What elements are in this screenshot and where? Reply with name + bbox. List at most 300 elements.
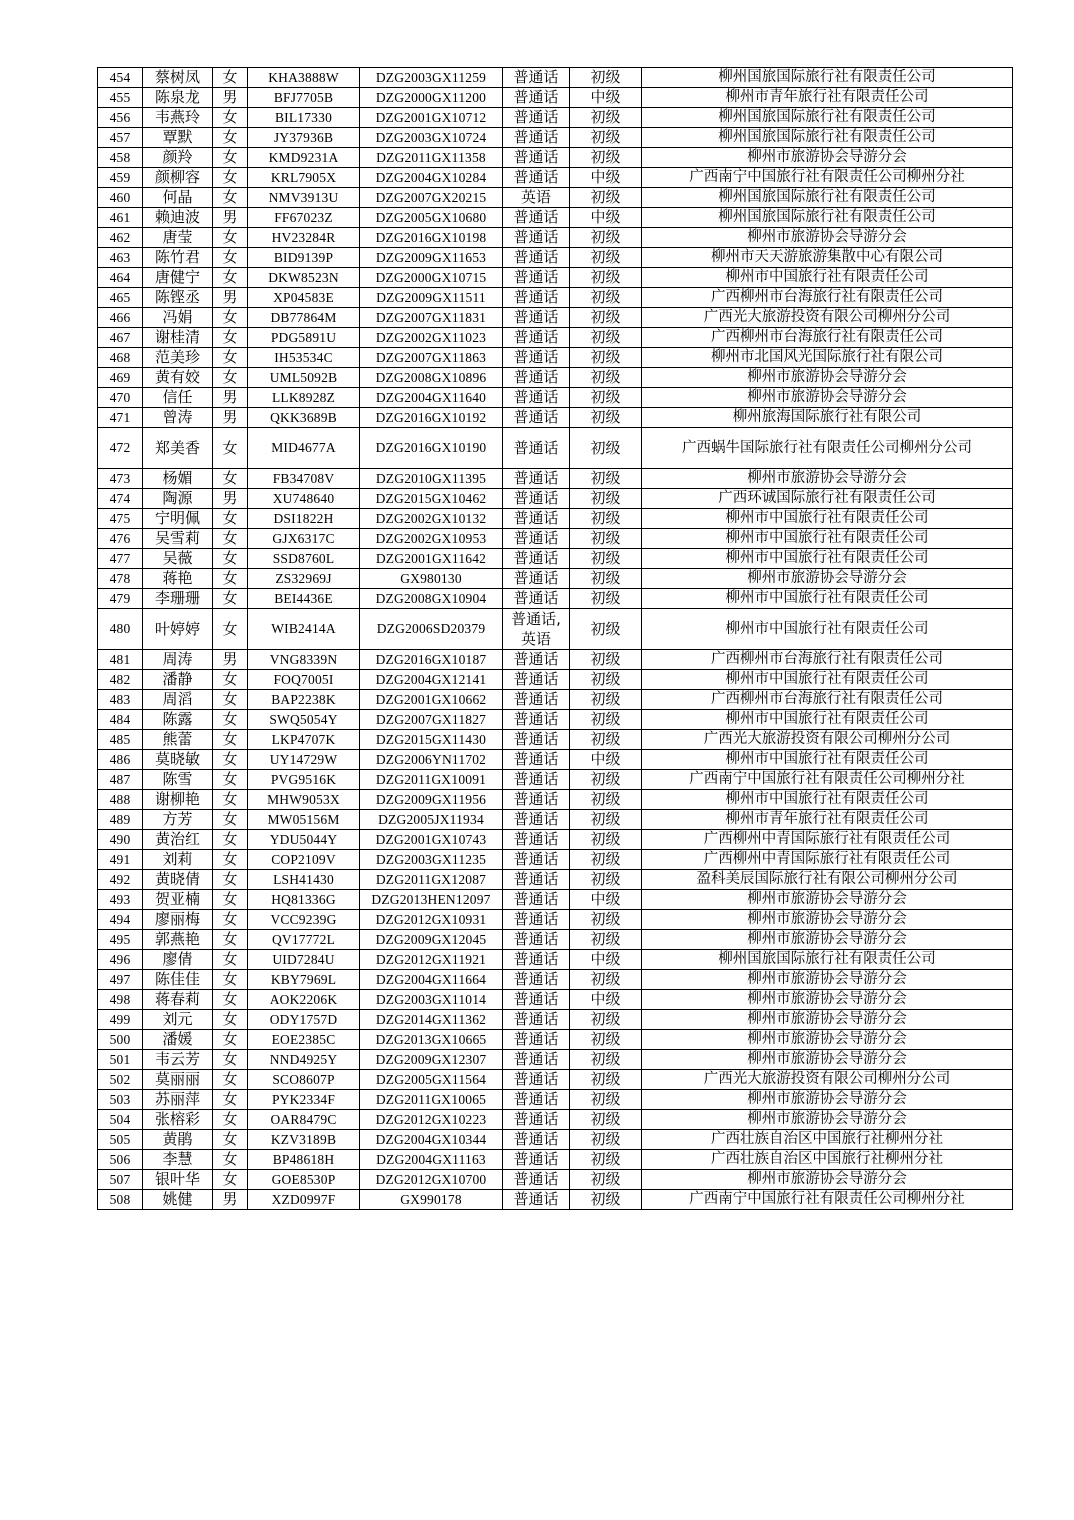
guide-level-cell: 中级 <box>570 88 642 108</box>
guide-name-cell: 颜羚 <box>143 148 213 168</box>
row-number-cell: 479 <box>98 589 143 609</box>
row-number-cell: 467 <box>98 328 143 348</box>
id-code-cell: FOQ7005I <box>248 670 360 690</box>
agency-name-cell: 柳州国旅国际旅行社有限责任公司 <box>642 68 1013 88</box>
certificate-number-cell: DZG2005GX10680 <box>360 208 503 228</box>
row-number-cell: 476 <box>98 529 143 549</box>
certificate-number-cell: DZG2002GX10132 <box>360 509 503 529</box>
guide-name-cell: 银叶华 <box>143 1170 213 1190</box>
guide-name-cell: 刘元 <box>143 1010 213 1030</box>
row-number-cell: 498 <box>98 990 143 1010</box>
table-row <box>98 1170 1013 1190</box>
language-cell: 普通话 <box>503 970 570 990</box>
certificate-number-cell: DZG2001GX10662 <box>360 690 503 710</box>
gender-cell: 女 <box>213 428 248 469</box>
guide-name-cell: 李珊珊 <box>143 589 213 609</box>
gender-cell: 男 <box>213 650 248 670</box>
table-row <box>98 128 1013 148</box>
table-row <box>98 68 1013 88</box>
certificate-number-cell: DZG2016GX10187 <box>360 650 503 670</box>
row-number-cell: 503 <box>98 1090 143 1110</box>
id-code-cell: DB77864M <box>248 308 360 328</box>
row-number-cell: 492 <box>98 870 143 890</box>
guide-level-cell: 初级 <box>570 529 642 549</box>
certificate-number-cell: DZG2009GX11653 <box>360 248 503 268</box>
guide-name-cell: 陈露 <box>143 710 213 730</box>
certificate-number-cell: DZG2006SD20379 <box>360 609 503 650</box>
row-number-cell: 480 <box>98 609 143 650</box>
row-number-cell: 465 <box>98 288 143 308</box>
table-row <box>98 1190 1013 1210</box>
language-cell: 普通话 <box>503 1190 570 1210</box>
agency-name-cell: 柳州市旅游协会导游分会 <box>642 970 1013 990</box>
agency-name-cell: 柳州市旅游协会导游分会 <box>642 930 1013 950</box>
agency-name-cell: 柳州国旅国际旅行社有限责任公司 <box>642 188 1013 208</box>
agency-name-cell: 柳州市旅游协会导游分会 <box>642 228 1013 248</box>
guide-level-cell: 初级 <box>570 810 642 830</box>
table-row <box>98 188 1013 208</box>
gender-cell: 男 <box>213 208 248 228</box>
id-code-cell: GOE8530P <box>248 1170 360 1190</box>
table-row <box>98 248 1013 268</box>
row-number-cell: 493 <box>98 890 143 910</box>
row-number-cell: 464 <box>98 268 143 288</box>
gender-cell: 女 <box>213 529 248 549</box>
agency-name-cell: 广西柳州市台海旅行社有限责任公司 <box>642 328 1013 348</box>
table-row <box>98 1110 1013 1130</box>
table-row <box>98 288 1013 308</box>
id-code-cell: IH53534C <box>248 348 360 368</box>
guide-level-cell: 初级 <box>570 469 642 489</box>
id-code-cell: FB34708V <box>248 469 360 489</box>
row-number-cell: 475 <box>98 509 143 529</box>
gender-cell: 女 <box>213 910 248 930</box>
row-number-cell: 499 <box>98 1010 143 1030</box>
id-code-cell: BEI4436E <box>248 589 360 609</box>
agency-name-cell: 广西南宁中国旅行社有限责任公司柳州分社 <box>642 770 1013 790</box>
language-cell: 普通话 <box>503 750 570 770</box>
row-number-cell: 482 <box>98 670 143 690</box>
id-code-cell: PVG9516K <box>248 770 360 790</box>
id-code-cell: BP48618H <box>248 1150 360 1170</box>
language-cell: 普通话 <box>503 368 570 388</box>
guide-level-cell: 初级 <box>570 930 642 950</box>
guide-level-cell: 初级 <box>570 1150 642 1170</box>
id-code-cell: OAR8479C <box>248 1110 360 1130</box>
guide-level-cell: 初级 <box>570 1070 642 1090</box>
gender-cell: 女 <box>213 168 248 188</box>
language-cell: 普通话 <box>503 469 570 489</box>
table-row <box>98 228 1013 248</box>
guide-level-cell: 初级 <box>570 1130 642 1150</box>
language-cell: 普通话 <box>503 930 570 950</box>
table-row <box>98 328 1013 348</box>
guide-level-cell: 初级 <box>570 388 642 408</box>
guide-level-cell: 初级 <box>570 288 642 308</box>
row-number-cell: 491 <box>98 850 143 870</box>
id-code-cell: BAP2238K <box>248 690 360 710</box>
guide-level-cell: 初级 <box>570 850 642 870</box>
language-cell: 普通话 <box>503 428 570 469</box>
guide-name-cell: 李慧 <box>143 1150 213 1170</box>
row-number-cell: 468 <box>98 348 143 368</box>
table-row <box>98 569 1013 589</box>
language-cell: 普通话 <box>503 1130 570 1150</box>
id-code-cell: SWQ5054Y <box>248 710 360 730</box>
agency-name-cell: 柳州市青年旅行社有限责任公司 <box>642 810 1013 830</box>
certificate-number-cell: DZG2013HEN12097 <box>360 890 503 910</box>
table-row <box>98 509 1013 529</box>
agency-name-cell: 柳州市中国旅行社有限责任公司 <box>642 790 1013 810</box>
language-cell: 普通话, 英语 <box>503 609 570 650</box>
guide-name-cell: 韦燕玲 <box>143 108 213 128</box>
row-number-cell: 500 <box>98 1030 143 1050</box>
table-row <box>98 890 1013 910</box>
agency-name-cell: 柳州市旅游协会导游分会 <box>642 368 1013 388</box>
id-code-cell: DSI1822H <box>248 509 360 529</box>
agency-name-cell: 柳州国旅国际旅行社有限责任公司 <box>642 128 1013 148</box>
language-cell: 普通话 <box>503 108 570 128</box>
certificate-number-cell: DZG2007GX20215 <box>360 188 503 208</box>
language-cell: 普通话 <box>503 208 570 228</box>
table-row <box>98 388 1013 408</box>
guide-name-cell: 蒋春莉 <box>143 990 213 1010</box>
row-number-cell: 501 <box>98 1050 143 1070</box>
language-cell: 普通话 <box>503 1150 570 1170</box>
language-cell: 英语 <box>503 188 570 208</box>
table-row <box>98 408 1013 428</box>
gender-cell: 女 <box>213 549 248 569</box>
certificate-number-cell: DZG2004GX10284 <box>360 168 503 188</box>
certificate-number-cell: DZG2007GX11831 <box>360 308 503 328</box>
id-code-cell: QKK3689B <box>248 408 360 428</box>
table-row <box>98 1010 1013 1030</box>
table-row <box>98 990 1013 1010</box>
gender-cell: 女 <box>213 670 248 690</box>
language-cell: 普通话 <box>503 990 570 1010</box>
table-row <box>98 650 1013 670</box>
certificate-number-cell: DZG2010GX11395 <box>360 469 503 489</box>
guide-level-cell: 中级 <box>570 890 642 910</box>
guide-level-cell: 初级 <box>570 328 642 348</box>
id-code-cell: PDG5891U <box>248 328 360 348</box>
language-cell: 普通话 <box>503 248 570 268</box>
guide-level-cell: 初级 <box>570 1090 642 1110</box>
agency-name-cell: 柳州市中国旅行社有限责任公司 <box>642 549 1013 569</box>
guide-level-cell: 初级 <box>570 1110 642 1130</box>
guide-name-cell: 覃默 <box>143 128 213 148</box>
guide-level-cell: 初级 <box>570 569 642 589</box>
gender-cell: 女 <box>213 970 248 990</box>
agency-name-cell: 柳州市中国旅行社有限责任公司 <box>642 509 1013 529</box>
gender-cell: 女 <box>213 108 248 128</box>
language-cell: 普通话 <box>503 328 570 348</box>
certificate-number-cell: DZG2004GX10344 <box>360 1130 503 1150</box>
agency-name-cell: 广西南宁中国旅行社有限责任公司柳州分社 <box>642 168 1013 188</box>
language-cell: 普通话 <box>503 88 570 108</box>
language-cell: 普通话 <box>503 68 570 88</box>
guide-name-cell: 叶婷婷 <box>143 609 213 650</box>
agency-name-cell: 柳州市旅游协会导游分会 <box>642 1110 1013 1130</box>
table-row <box>98 870 1013 890</box>
guide-level-cell: 初级 <box>570 308 642 328</box>
id-code-cell: QV17772L <box>248 930 360 950</box>
id-code-cell: EOE2385C <box>248 1030 360 1050</box>
id-code-cell: MHW9053X <box>248 790 360 810</box>
guide-name-cell: 宁明佩 <box>143 509 213 529</box>
certificate-number-cell: DZG2008GX10904 <box>360 589 503 609</box>
guide-level-cell: 初级 <box>570 368 642 388</box>
language-cell: 普通话 <box>503 388 570 408</box>
certificate-number-cell: DZG2009GX12045 <box>360 930 503 950</box>
guide-name-cell: 贺亚楠 <box>143 890 213 910</box>
row-number-cell: 508 <box>98 1190 143 1210</box>
agency-name-cell: 广西壮族自治区中国旅行社柳州分社 <box>642 1150 1013 1170</box>
guide-level-cell: 中级 <box>570 168 642 188</box>
gender-cell: 女 <box>213 509 248 529</box>
row-number-cell: 504 <box>98 1110 143 1130</box>
language-cell: 普通话 <box>503 549 570 569</box>
agency-name-cell: 广西柳州中青国际旅行社有限责任公司 <box>642 830 1013 850</box>
agency-name-cell: 柳州市旅游协会导游分会 <box>642 1090 1013 1110</box>
guide-level-cell: 初级 <box>570 870 642 890</box>
guide-level-cell: 初级 <box>570 790 642 810</box>
certificate-number-cell: DZG2011GX11358 <box>360 148 503 168</box>
language-cell: 普通话 <box>503 348 570 368</box>
language-cell: 普通话 <box>503 1070 570 1090</box>
agency-name-cell: 柳州国旅国际旅行社有限责任公司 <box>642 108 1013 128</box>
agency-name-cell: 柳州市中国旅行社有限责任公司 <box>642 589 1013 609</box>
agency-name-cell: 柳州市旅游协会导游分会 <box>642 910 1013 930</box>
language-cell: 普通话 <box>503 870 570 890</box>
language-cell: 普通话 <box>503 1050 570 1070</box>
guide-name-cell: 曾涛 <box>143 408 213 428</box>
row-number-cell: 469 <box>98 368 143 388</box>
agency-name-cell: 广西柳州市台海旅行社有限责任公司 <box>642 650 1013 670</box>
certificate-number-cell: DZG2011GX10091 <box>360 770 503 790</box>
gender-cell: 女 <box>213 1170 248 1190</box>
id-code-cell: UML5092B <box>248 368 360 388</box>
guide-level-cell: 初级 <box>570 228 642 248</box>
gender-cell: 女 <box>213 1010 248 1030</box>
gender-cell: 女 <box>213 1090 248 1110</box>
agency-name-cell: 柳州市旅游协会导游分会 <box>642 1010 1013 1030</box>
table-row <box>98 670 1013 690</box>
gender-cell: 女 <box>213 950 248 970</box>
table-row <box>98 549 1013 569</box>
certificate-number-cell: DZG2015GX11430 <box>360 730 503 750</box>
guide-level-cell: 中级 <box>570 990 642 1010</box>
guide-level-cell: 初级 <box>570 589 642 609</box>
guide-roster-table <box>97 67 1013 1210</box>
guide-level-cell: 初级 <box>570 650 642 670</box>
row-number-cell: 507 <box>98 1170 143 1190</box>
table-row <box>98 790 1013 810</box>
certificate-number-cell: DZG2003GX11259 <box>360 68 503 88</box>
guide-level-cell: 初级 <box>570 1010 642 1030</box>
id-code-cell: UY14729W <box>248 750 360 770</box>
certificate-number-cell: DZG2001GX11642 <box>360 549 503 569</box>
agency-name-cell: 柳州旅海国际旅行社有限公司 <box>642 408 1013 428</box>
gender-cell: 男 <box>213 1190 248 1210</box>
table-row <box>98 529 1013 549</box>
gender-cell: 女 <box>213 730 248 750</box>
gender-cell: 女 <box>213 1050 248 1070</box>
guide-name-cell: 潘静 <box>143 670 213 690</box>
language-cell: 普通话 <box>503 128 570 148</box>
language-cell: 普通话 <box>503 228 570 248</box>
gender-cell: 女 <box>213 790 248 810</box>
table-row <box>98 108 1013 128</box>
id-code-cell: BFJ7705B <box>248 88 360 108</box>
guide-name-cell: 范美珍 <box>143 348 213 368</box>
table-row <box>98 710 1013 730</box>
certificate-number-cell: GX980130 <box>360 569 503 589</box>
guide-name-cell: 郑美香 <box>143 428 213 469</box>
guide-level-cell: 初级 <box>570 730 642 750</box>
guide-name-cell: 杨媚 <box>143 469 213 489</box>
guide-level-cell: 初级 <box>570 1030 642 1050</box>
gender-cell: 男 <box>213 88 248 108</box>
language-cell: 普通话 <box>503 710 570 730</box>
gender-cell: 女 <box>213 348 248 368</box>
guide-name-cell: 潘媛 <box>143 1030 213 1050</box>
certificate-number-cell: DZG2014GX11362 <box>360 1010 503 1030</box>
language-cell: 普通话 <box>503 810 570 830</box>
id-code-cell: AOK2206K <box>248 990 360 1010</box>
gender-cell: 男 <box>213 489 248 509</box>
guide-level-cell: 中级 <box>570 750 642 770</box>
certificate-number-cell: DZG2016GX10198 <box>360 228 503 248</box>
row-number-cell: 463 <box>98 248 143 268</box>
table-row <box>98 1050 1013 1070</box>
id-code-cell: ZS32969J <box>248 569 360 589</box>
agency-name-cell: 广西柳州市台海旅行社有限责任公司 <box>642 288 1013 308</box>
id-code-cell: COP2109V <box>248 850 360 870</box>
gender-cell: 男 <box>213 388 248 408</box>
agency-name-cell: 柳州国旅国际旅行社有限责任公司 <box>642 950 1013 970</box>
id-code-cell: WIB2414A <box>248 609 360 650</box>
agency-name-cell: 广西蜗牛国际旅行社有限责任公司柳州分公司 <box>642 428 1013 469</box>
guide-name-cell: 颜柳容 <box>143 168 213 188</box>
gender-cell: 女 <box>213 68 248 88</box>
agency-name-cell: 广西柳州中青国际旅行社有限责任公司 <box>642 850 1013 870</box>
agency-name-cell: 广西南宁中国旅行社有限责任公司柳州分社 <box>642 1190 1013 1210</box>
table-row <box>98 810 1013 830</box>
guide-name-cell: 张榕彩 <box>143 1110 213 1130</box>
certificate-number-cell: GX990178 <box>360 1190 503 1210</box>
language-cell: 普通话 <box>503 1170 570 1190</box>
gender-cell: 女 <box>213 1070 248 1090</box>
gender-cell: 女 <box>213 148 248 168</box>
language-cell: 普通话 <box>503 670 570 690</box>
guide-name-cell: 陈泉龙 <box>143 88 213 108</box>
id-code-cell: PYK2334F <box>248 1090 360 1110</box>
table-row <box>98 1070 1013 1090</box>
language-cell: 普通话 <box>503 408 570 428</box>
language-cell: 普通话 <box>503 569 570 589</box>
guide-name-cell: 谢桂清 <box>143 328 213 348</box>
id-code-cell: DKW8523N <box>248 268 360 288</box>
agency-name-cell: 柳州市中国旅行社有限责任公司 <box>642 268 1013 288</box>
certificate-number-cell: DZG2001GX10743 <box>360 830 503 850</box>
agency-name-cell: 柳州市旅游协会导游分会 <box>642 148 1013 168</box>
gender-cell: 女 <box>213 990 248 1010</box>
gender-cell: 女 <box>213 368 248 388</box>
guide-name-cell: 吴薇 <box>143 549 213 569</box>
table-row <box>98 609 1013 650</box>
agency-name-cell: 柳州市中国旅行社有限责任公司 <box>642 609 1013 650</box>
row-number-cell: 484 <box>98 710 143 730</box>
guide-level-cell: 初级 <box>570 1050 642 1070</box>
agency-name-cell: 柳州市中国旅行社有限责任公司 <box>642 529 1013 549</box>
guide-name-cell: 唐莹 <box>143 228 213 248</box>
id-code-cell: KMD9231A <box>248 148 360 168</box>
row-number-cell: 471 <box>98 408 143 428</box>
guide-name-cell: 姚健 <box>143 1190 213 1210</box>
guide-name-cell: 蔡树凤 <box>143 68 213 88</box>
certificate-number-cell: DZG2004GX11664 <box>360 970 503 990</box>
certificate-number-cell: DZG2012GX10223 <box>360 1110 503 1130</box>
gender-cell: 女 <box>213 690 248 710</box>
guide-name-cell: 陈竹君 <box>143 248 213 268</box>
table-row <box>98 308 1013 328</box>
guide-level-cell: 初级 <box>570 108 642 128</box>
language-cell: 普通话 <box>503 1030 570 1050</box>
guide-level-cell: 初级 <box>570 970 642 990</box>
guide-name-cell: 冯娟 <box>143 308 213 328</box>
id-code-cell: XZD0997F <box>248 1190 360 1210</box>
certificate-number-cell: DZG2009GX11956 <box>360 790 503 810</box>
table-row <box>98 770 1013 790</box>
id-code-cell: YDU5044Y <box>248 830 360 850</box>
id-code-cell: KRL7905X <box>248 168 360 188</box>
gender-cell: 女 <box>213 589 248 609</box>
gender-cell: 女 <box>213 308 248 328</box>
id-code-cell: KHA3888W <box>248 68 360 88</box>
guide-name-cell: 信任 <box>143 388 213 408</box>
table-row <box>98 830 1013 850</box>
guide-level-cell: 初级 <box>570 268 642 288</box>
gender-cell: 女 <box>213 890 248 910</box>
id-code-cell: JY37936B <box>248 128 360 148</box>
certificate-number-cell: DZG2013GX10665 <box>360 1030 503 1050</box>
certificate-number-cell: DZG2009GX12307 <box>360 1050 503 1070</box>
table-row <box>98 730 1013 750</box>
table-row <box>98 148 1013 168</box>
id-code-cell: FF67023Z <box>248 208 360 228</box>
language-cell: 普通话 <box>503 690 570 710</box>
table-row <box>98 1030 1013 1050</box>
certificate-number-cell: DZG2005GX11564 <box>360 1070 503 1090</box>
table-row <box>98 950 1013 970</box>
gender-cell: 女 <box>213 810 248 830</box>
row-number-cell: 456 <box>98 108 143 128</box>
language-cell: 普通话 <box>503 730 570 750</box>
agency-name-cell: 柳州市旅游协会导游分会 <box>642 1050 1013 1070</box>
certificate-number-cell: DZG2000GX11200 <box>360 88 503 108</box>
guide-name-cell: 莫晓敏 <box>143 750 213 770</box>
table-body <box>98 68 1013 1210</box>
agency-name-cell: 柳州市北国风光国际旅行社有限公司 <box>642 348 1013 368</box>
agency-name-cell: 广西环诚国际旅行社有限责任公司 <box>642 489 1013 509</box>
guide-name-cell: 方芳 <box>143 810 213 830</box>
language-cell: 普通话 <box>503 790 570 810</box>
certificate-number-cell: DZG2006YN11702 <box>360 750 503 770</box>
guide-level-cell: 初级 <box>570 690 642 710</box>
guide-name-cell: 黄鹃 <box>143 1130 213 1150</box>
id-code-cell: MW05156M <box>248 810 360 830</box>
